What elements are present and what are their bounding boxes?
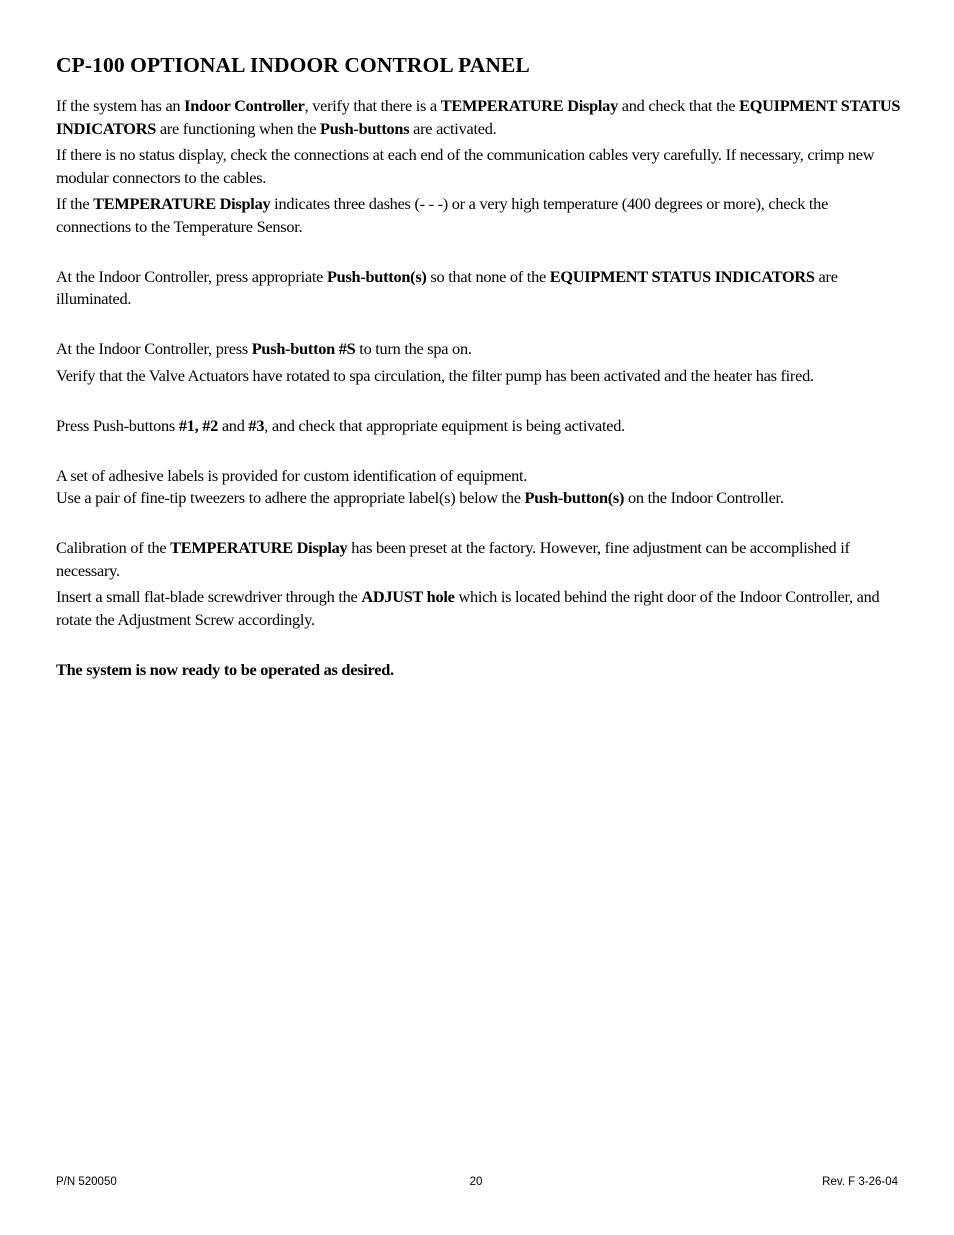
document-body	[56, 95, 901, 681]
paragraph-verify-actuators: Verify that the Valve Actuators have rotated to spa circulation, the filter pump has been activated and the heater has fired.	[56, 365, 814, 385]
paragraph-spa-on: At the Indoor Controller, press Push-button #S to turn the spa on.	[56, 339, 472, 358]
paragraph-temperature-dashes: If the TEMPERATURE Display indicates three dashes (- - -) or a very high temperature (400 degrees or more), check the connections to the Temperature Sensor.	[56, 194, 829, 236]
paragraph-adjust-hole: Insert a small flat-blade screwdriver through the ADJUST hole which is located behind the right door of the Indoor Controller, and rotate the Adjustment Screw accordingly.	[56, 587, 880, 629]
paragraph-calibration: Calibration of the TEMPERATURE Display has been preset at the factory. However, fine adjustment can be accomplished if necessary.	[56, 538, 850, 580]
paragraph-ready: The system is now ready to be operated as desired.	[56, 659, 394, 679]
paragraph-no-status-display: If there is no status display, check the connections at each end of the communication cables very carefully. If necessary, crimp new modular connectors to the cables.	[56, 145, 875, 187]
paragraph-indoor-controller-check: If the system has an Indoor Controller, verify that there is a TEMPERATURE Display and check that the EQUIPMENT STATUS INDICATORS are functioning when the Push-buttons are activated.	[56, 96, 901, 138]
paragraph-push-buttons-check: Press Push-buttons #1, #2 and #3, and check that appropriate equipment is being activated.	[56, 415, 625, 435]
page-footer	[56, 1176, 898, 1192]
footer-part-number: P/N 520050	[56, 1176, 117, 1188]
footer-page-number: 20	[469, 1176, 483, 1188]
page-title: CP-100 OPTIONAL INDOOR CONTROL PANEL	[56, 53, 530, 77]
footer-revision: Rev. F 3-26-04	[822, 1176, 898, 1188]
paragraph-adhesive-labels: A set of adhesive labels is provided for custom identification of equipment.	[56, 465, 528, 485]
paragraph-clear-indicators: At the Indoor Controller, press appropriate Push-button(s) so that none of the EQUIPMENT STATUS INDICATORS are illuminated.	[56, 266, 838, 308]
paragraph-tweezers: Use a pair of fine-tip tweezers to adhere the appropriate label(s) below the Push-button(s) on the Indoor Controller.	[56, 488, 784, 507]
